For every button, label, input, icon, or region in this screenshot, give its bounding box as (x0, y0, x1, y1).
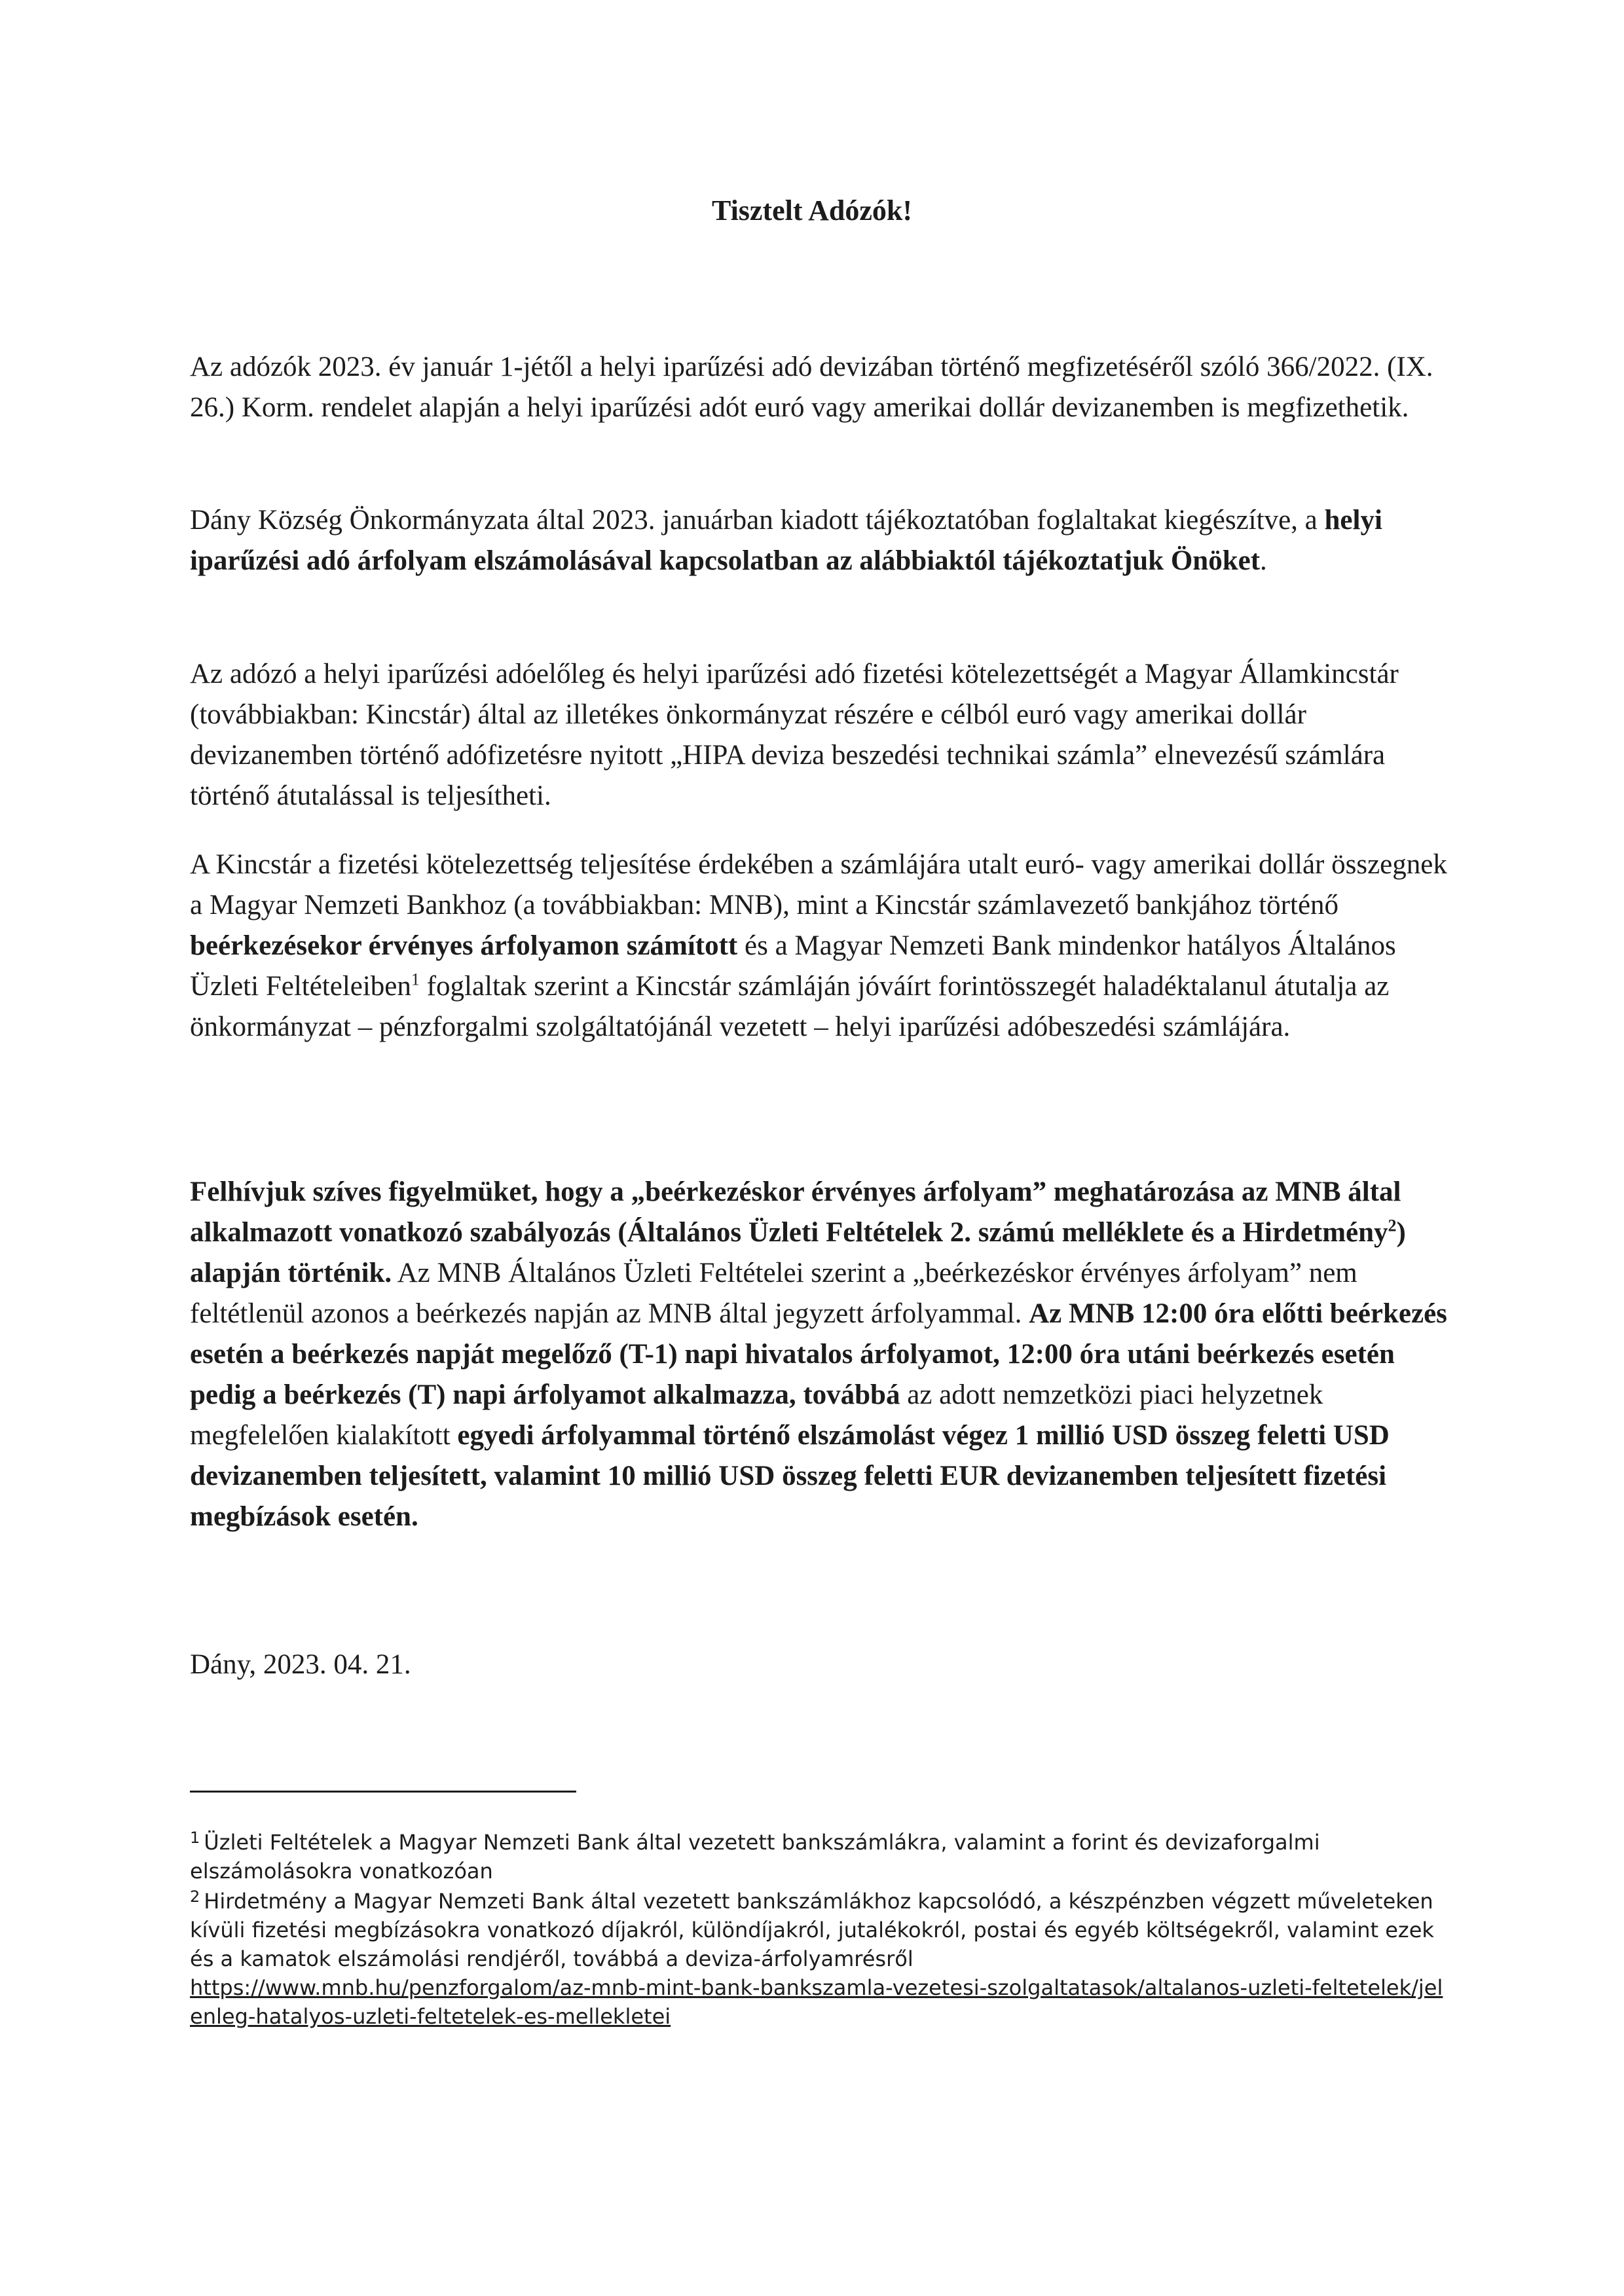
footnote-1-text: Üzleti Feltételek a Magyar Nemzeti Bank által vezetett bankszámlákra, valamint a forint és devizaforgalmi elszámolásokra vonatkozóan (190, 1830, 1320, 1884)
footnote-1 (190, 1828, 1447, 1886)
footnote-ref-2: 2 (1388, 1216, 1397, 1235)
paragraph-notice-bold-d: Az MNB 12:00 óra előtti beérkezés esetén a beérkezés napját megelőző (T-1) napi hivatalos árfolyamot, 12:00 óra utáni beérkezés esetén pedig a beérkezés (T) napi árfolyamot alkalmazza, továbbá (190, 1298, 1447, 1410)
footnote-2-link[interactable]: https://www.mnb.hu/penzforgalom/az-mnb-mint-bank-bankszamla-vezetesi-szolgaltatasok/altalanos-uzleti-feltetelek/jelenleg-hatalyos-uzleti-feltetelek-es-mellekletei (190, 1975, 1443, 2029)
paragraph-notice-text-e: az adott nemzetközi piaci helyzetnek megfelelően kialakított (190, 1379, 1323, 1451)
footnote-1-mark: 1 (190, 1829, 200, 1847)
paragraph-notice-bold-a: Felhívjuk szíves figyelmüket, hogy a „beérkezéskor érvényes árfolyam” meghatározása az MNB által alkalmazott vonatkozó szabályozás (Általános Üzleti Feltételek 2. számú melléklete és a Hirdetmény (190, 1176, 1401, 1248)
paragraph-supplement-bold: helyi iparűzési adó árfolyam elszámolásával kapcsolatban az alábbiaktól tájékoztatjuk Önöket (190, 505, 1382, 576)
paragraph-treasury-text-c: és a Magyar Nemzeti Bank mindenkor hatályos Általános Üzleti Feltételeiben (190, 930, 1396, 1002)
footnote-2-text: Hirdetmény a Magyar Nemzeti Bank által vezetett bankszámlákhoz kapcsolódó, a készpénzben végzett műveleteken kívüli fizetési megbízásokra vonatkozó díjakról, különdíjakról, jutalékokról, postai és egyéb költségekről, valamint ezek és a kamatok elszámolási rendjéről, továbbá a deviza-árfolyamrésről (190, 1889, 1434, 1971)
paragraph-exchange-rate-notice (190, 1172, 1447, 1537)
page-title: Tisztelt Adózók! (712, 194, 912, 227)
paragraph-payment-obligation-text: Az adózó a helyi iparűzési adóelőleg és helyi iparűzési adó fizetési kötelezettségét a Magyar Államkincstár (továbbiakban: Kincstár) által az illetékes önkormányzat részére e célból euró vagy amerikai dollár devizanemben történő adófizetésre nyitott „HIPA deviza beszedési technikai számla” elnevezésű számlára történő átutalással is teljesítheti. (190, 659, 1399, 811)
paragraph-intro (190, 347, 1447, 428)
paragraph-treasury-text-a: A Kincstár a fizetési kötelezettség teljesítése érdekében a számlájára utalt euró- vagy amerikai dollár összegnek a Magyar Nemzeti Bankhoz (a továbbiakban: MNB), mint a Kincstár számlavezető bankjához történő (190, 849, 1447, 920)
footnote-divider (190, 1791, 576, 1793)
footnote-2-mark: 2 (190, 1887, 200, 1906)
paragraph-supplement-text-a: Dány Község Önkormányzata által 2023. januárban kiadott tájékoztatóban foglaltakat kiegészítve, a (190, 505, 1325, 536)
paragraph-treasury (190, 845, 1447, 1048)
paragraph-notice-text-c: Az MNB Általános Üzleti Feltételei szerint a „beérkezéskor érvényes árfolyam” nem feltétlenül azonos a beérkezés napján az MNB által jegyzett árfolyammal. (190, 1258, 1357, 1329)
paragraph-payment-obligation (190, 654, 1447, 816)
paragraph-treasury-bold: beérkezésekor érvényes árfolyamon számított (190, 930, 738, 961)
date-line (190, 1645, 1447, 1685)
paragraph-supplement-text-c: . (1260, 545, 1267, 576)
paragraph-notice-bold-b: ) alapján történik. (190, 1217, 1406, 1288)
footnote-2 (190, 1887, 1447, 2031)
paragraph-intro-text: Az adózók 2023. év január 1-jétől a helyi iparűzési adó devizában történő megfizetéséről szóló 366/2022. (IX. 26.) Korm. rendelet alapján a helyi iparűzési adót euró vagy amerikai dollár devizanemben is megfizethetik. (190, 352, 1433, 423)
date-line-text: Dány, 2023. 04. 21. (190, 1649, 411, 1680)
paragraph-supplement (190, 500, 1447, 581)
paragraph-treasury-text-d: foglaltak szerint a Kincstár számláján jóváírt forintösszegét haladéktalanul átutalja az önkormányzat – pénzforgalmi szolgáltatójánál vezetett – helyi iparűzési adóbeszedési számlájára. (190, 971, 1390, 1042)
footnote-ref-1: 1 (411, 970, 420, 989)
paragraph-notice-bold-f: egyedi árfolyammal történő elszámolást végez 1 millió USD összeg feletti USD devizanemben teljesített, valamint 10 millió USD összeg feletti EUR devizanemben teljesített fizetési megbízások esetén. (190, 1420, 1390, 1532)
